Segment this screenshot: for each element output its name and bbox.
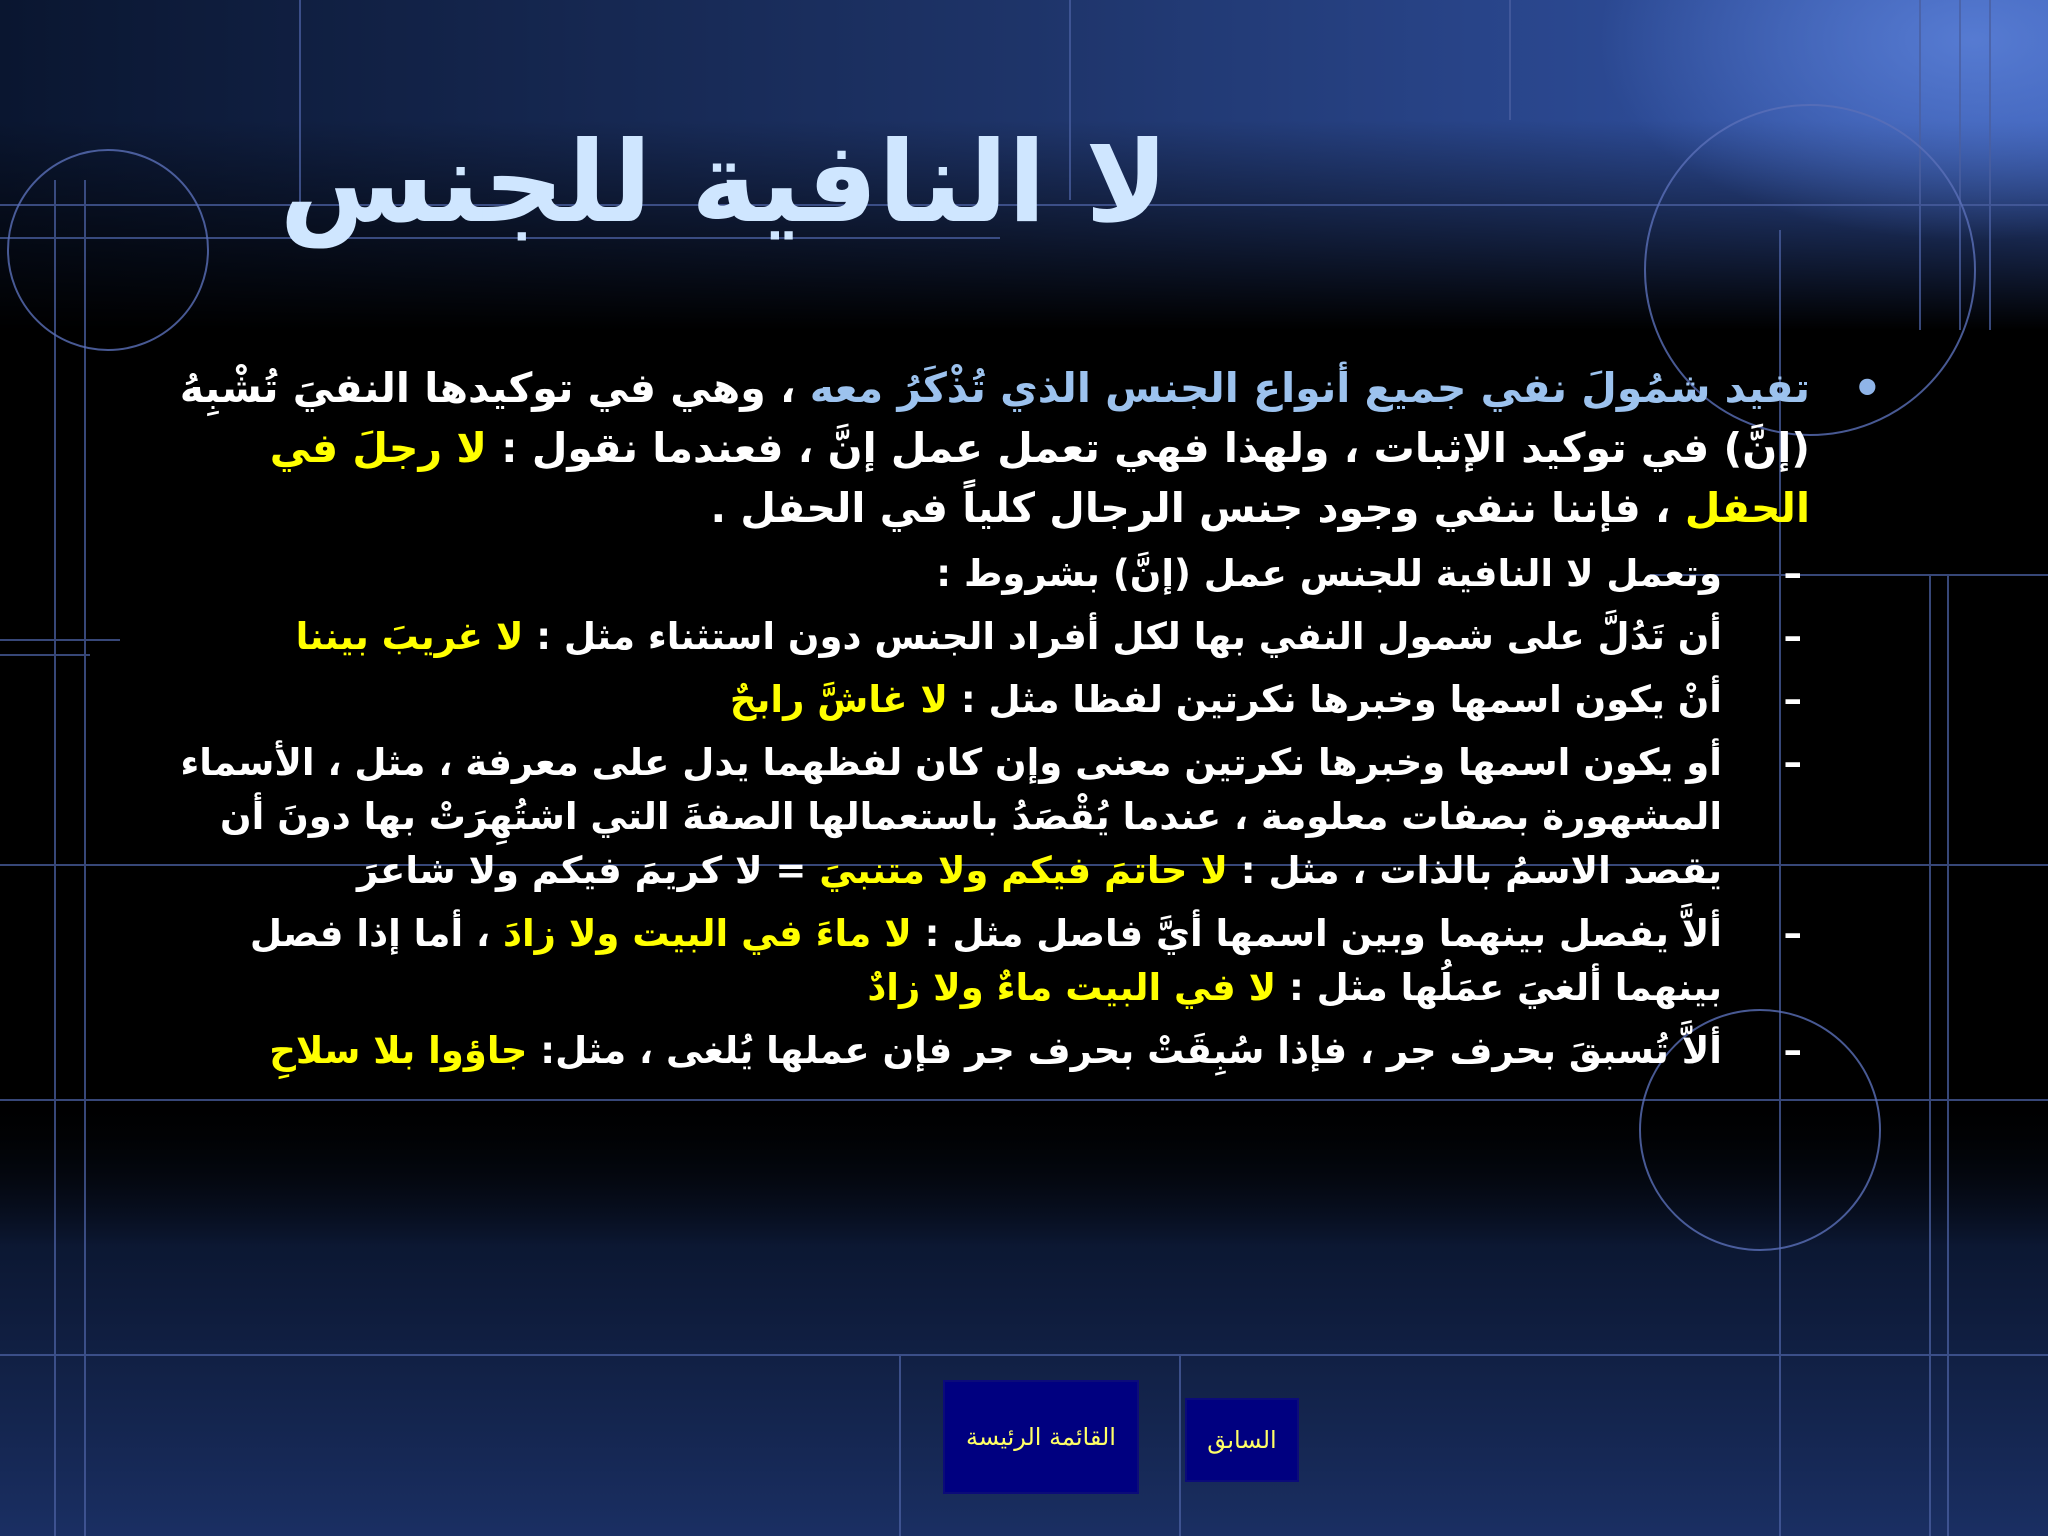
- slide-title: لا النافية للجنس: [279, 118, 1169, 248]
- dash-icon: –: [1783, 615, 1802, 658]
- item-example: جاؤوا بلا سلاحِ: [269, 1029, 528, 1072]
- item-text: وتعمل لا النافية للجنس عمل (إنَّ) بشروط :: [936, 552, 1722, 595]
- slide-content: [150, 358, 1882, 1087]
- previous-button[interactable]: [1185, 1398, 1299, 1482]
- main-menu-label: القائمة الرئيسة: [966, 1423, 1116, 1451]
- dash-icon: –: [1783, 678, 1802, 721]
- previous-label: السابق: [1207, 1426, 1277, 1454]
- intro-highlight-blue: تفيد شمُولَ نفي جميع أنواع الجنس الذي تُذْكَرُ معه: [809, 364, 1810, 412]
- item-example: لا ماءَ في البيت ولا زادَ: [502, 912, 912, 955]
- list-item: [150, 673, 1802, 727]
- intro-paragraph: [150, 358, 1882, 538]
- dash-icon: –: [1783, 552, 1802, 595]
- item-text: أو يكون اسمها وخبرها نكرتين معنى وإن كان لفظهما يدل على معرفة ، مثل ، الأسماء المشهورة بصفات معلومة ، عندما يُقْصَدُ باستعمالها الصفةَ التي اشتُهِرَتْ بها دونَ أن يقصد الاسمُ بالذات ، مثل :: [180, 741, 1722, 892]
- item-example-2: لا في البيت ماءٌ ولا زادٌ: [867, 966, 1277, 1009]
- intro-example: لا رجلَ في الحفل: [269, 424, 1810, 532]
- intro-text-2: ، فإننا ننفي وجود جنس الرجال كلياً في الحفل .: [710, 484, 1685, 532]
- item-example: لا حاتمَ فيكم ولا متنبيَ: [819, 849, 1228, 892]
- list-item: [150, 610, 1802, 664]
- item-text: أنْ يكون اسمها وخبرها نكرتين لفظا مثل :: [947, 678, 1722, 721]
- list-item: [150, 736, 1802, 898]
- dash-icon: –: [1783, 912, 1802, 955]
- main-menu-button[interactable]: [943, 1380, 1139, 1494]
- intro-text-1: ، وهي في توكيدها النفيَ تُشْبِهُ (إنَّ) في توكيد الإثبات ، ولهذا فهي تعمل عمل إنَّ ، فعندما نقول :: [179, 364, 1810, 472]
- bullet-icon: •: [1852, 361, 1882, 415]
- item-text: ألاَّ يفصل بينهما وبين اسمها أيَّ فاصل مثل :: [911, 912, 1722, 955]
- dash-icon: –: [1783, 741, 1802, 784]
- dash-icon: –: [1783, 1029, 1802, 1072]
- item-example: لا غريبَ بيننا: [295, 615, 524, 658]
- item-tail: = لا كريمَ فيكم ولا شاعرَ: [357, 849, 820, 892]
- item-text: ألاَّ تُسبقَ بحرف جر ، فإذا سُبِقَتْ بحرف جر فإن عملها يُلغى ، مثل:: [527, 1029, 1722, 1072]
- list-item: [150, 907, 1802, 1015]
- item-text: أن تَدُلَّ على شمول النفي بها لكل أفراد الجنس دون استثناء مثل :: [523, 615, 1722, 658]
- item-example: لا غاشَّ رابحٌ: [729, 678, 948, 721]
- list-item: [150, 547, 1802, 601]
- item-tail: ، أما إذا فصل بينهما ألغيَ عمَلُها مثل :: [249, 912, 1722, 1009]
- list-item: [150, 1024, 1802, 1078]
